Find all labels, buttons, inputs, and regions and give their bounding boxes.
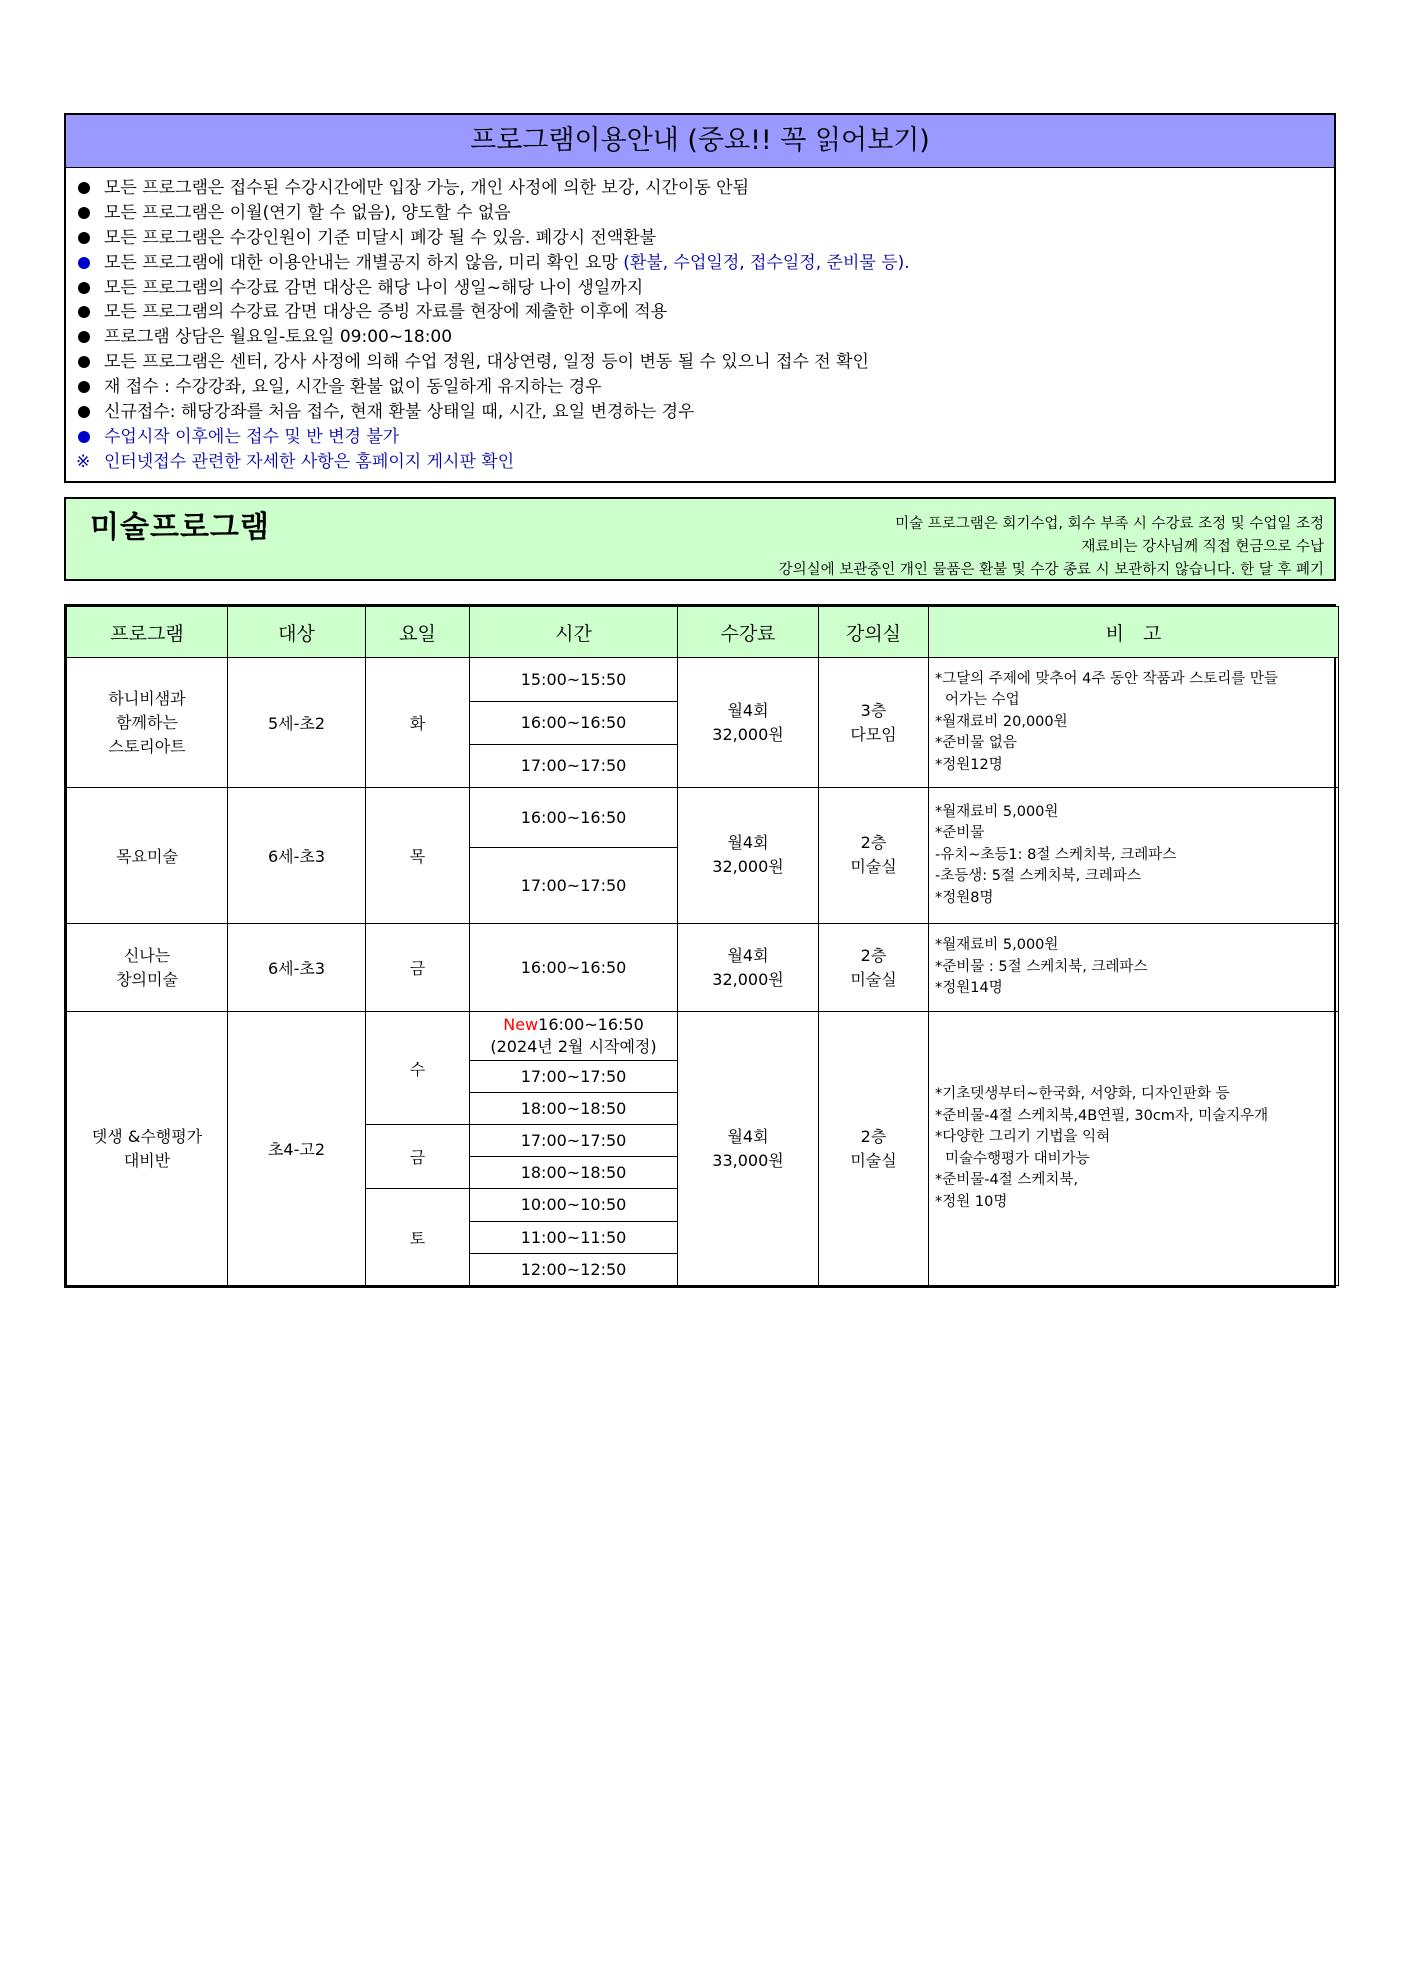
column-header: 강의실 (819, 607, 929, 658)
remarks-cell: *기초뎃생부터~한국화, 서양화, 디자인판화 등 *준비물-4절 스케치북,4B연필, 30cm자, 미술지우개 *다양한 그리기 기법을 익혀 미술수행평가 대비가능 *준비물-4절 스케치북, *정원 10명 (929, 1012, 1339, 1286)
fee-cell: 월4회 33,000원 (678, 1012, 819, 1286)
notice-box (64, 113, 1336, 483)
table-row (67, 788, 1339, 848)
fee-cell: 월4회 32,000원 (678, 658, 819, 788)
time-cell: 17:00~17:50 (470, 848, 678, 923)
bullet-icon (78, 356, 90, 368)
new-label: New (503, 1014, 539, 1034)
fee-cell: 월4회 32,000원 (678, 788, 819, 924)
time-cell: 16:00~16:50 (470, 788, 678, 848)
notice-title: 프로그램이용안내 (중요!! 꼭 읽어보기) (66, 115, 1334, 168)
notice-item: 모든 프로그램은 이월(연기 할 수 없음), 양도할 수 없음 (76, 201, 1334, 226)
table-header-row (67, 607, 1339, 658)
time-cell: 16:00~16:50 (470, 701, 678, 744)
column-header: 프로그램 (67, 607, 228, 658)
target-cell: 6세-초3 (228, 788, 366, 924)
target-cell: 6세-초3 (228, 923, 366, 1012)
time-cell: 10:00~10:50 (470, 1189, 678, 1221)
program-name-cell: 목요미술 (67, 788, 228, 924)
program-name-cell: 뎃생 &수행평가 대비반 (67, 1012, 228, 1286)
bullet-icon (78, 282, 90, 294)
reference-mark: ※ (76, 451, 91, 472)
time-cell: 17:00~17:50 (470, 1060, 678, 1092)
day-cell: 화 (366, 658, 470, 788)
notice-item: 모든 프로그램의 수강료 감면 대상은 해당 나이 생일~해당 나이 생일까지 (76, 276, 1334, 301)
day-cell: 목 (366, 788, 470, 924)
remarks-cell: *월재료비 5,000원 *준비물 : 5절 스케치북, 크레파스 *정원14명 (929, 923, 1339, 1012)
target-cell: 초4-고2 (228, 1012, 366, 1286)
time-cell: 12:00~12:50 (470, 1253, 678, 1285)
notice-item: 모든 프로그램은 수강인원이 기준 미달시 폐강 될 수 있음. 폐강시 전액환불 (76, 226, 1334, 251)
schedule-table (64, 604, 1336, 1288)
table-row (67, 1012, 1339, 1060)
column-header: 대상 (228, 607, 366, 658)
column-header: 수강료 (678, 607, 819, 658)
time-cell: 11:00~11:50 (470, 1221, 678, 1253)
notice-item: 모든 프로그램의 수강료 감면 대상은 증빙 자료를 현장에 제출한 이후에 적용 (76, 300, 1334, 325)
program-name-cell: 하니비샘과 함께하는 스토리아트 (67, 658, 228, 788)
notice-list (66, 168, 1334, 475)
remarks-cell: *그달의 주제에 맞추어 4주 동안 작품과 스토리를 만들 어가는 수업 *월재료비 20,000원 *준비물 없음 *정원12명 (929, 658, 1339, 788)
remarks-cell: *월재료비 5,000원 *준비물 -유치~초등1: 8절 스케치북, 크레파스 -초등생: 5절 스케치북, 크레파스 *정원8명 (929, 788, 1339, 924)
notice-item: 재 접수 : 수강강좌, 요일, 시간을 환불 없이 동일하게 유지하는 경우 (76, 375, 1334, 400)
art-program-notes (779, 513, 1324, 582)
time-cell: 18:00~18:50 (470, 1092, 678, 1124)
program-name-cell: 신나는 창의미술 (67, 923, 228, 1012)
fee-cell: 월4회 32,000원 (678, 923, 819, 1012)
bullet-icon (78, 331, 90, 343)
time-cell: 18:00~18:50 (470, 1157, 678, 1189)
table-row (67, 658, 1339, 701)
notice-item: 신규접수: 해당강좌를 처음 접수, 현재 환불 상태일 때, 시간, 요일 변경하는 경우 (76, 400, 1334, 425)
notice-item: 모든 프로그램은 접수된 수강시간에만 입장 가능, 개인 사정에 의한 보강, 시간이동 안됨 (76, 176, 1334, 201)
column-header: 비 고 (929, 607, 1339, 658)
bullet-icon (78, 381, 90, 393)
bullet-icon (78, 431, 90, 443)
notice-item: 프로그램 상담은 월요일-토요일 09:00~18:00 (76, 325, 1334, 350)
column-header: 시간 (470, 607, 678, 658)
time-cell-new: New16:00~16:50 (2024년 2월 시작예정) (470, 1012, 678, 1060)
day-cell: 금 (366, 1125, 470, 1189)
notice-reference: ※ 인터넷접수 관련한 자세한 사항은 홈페이지 게시판 확인 (76, 450, 1334, 475)
bullet-icon (78, 306, 90, 318)
column-header: 요일 (366, 607, 470, 658)
art-note: 재료비는 강사님께 직접 현금으로 수납 (1081, 539, 1324, 555)
room-cell: 2층 미술실 (819, 788, 929, 924)
art-program-title: 미술프로그램 (90, 510, 270, 545)
day-cell: 금 (366, 923, 470, 1012)
art-program-banner (64, 497, 1336, 581)
notice-item: 수업시작 이후에는 접수 및 반 변경 불가 (76, 425, 1334, 450)
time-cell: 17:00~17:50 (470, 744, 678, 787)
time-cell: 17:00~17:50 (470, 1125, 678, 1157)
day-cell: 수 (366, 1012, 470, 1125)
art-note: 미술 프로그램은 회기수업, 회수 부족 시 수강료 조정 및 수업일 조정 (895, 516, 1324, 532)
bullet-icon (78, 406, 90, 418)
table-row (67, 923, 1339, 1012)
bullet-icon (78, 257, 90, 269)
room-cell: 2층 미술실 (819, 923, 929, 1012)
room-cell: 2층 미술실 (819, 1012, 929, 1286)
time-cell: 15:00~15:50 (470, 658, 678, 701)
bullet-icon (78, 182, 90, 194)
bullet-icon (78, 207, 90, 219)
target-cell: 5세-초2 (228, 658, 366, 788)
art-note: 강의실에 보관중인 개인 물품은 환불 및 수강 종료 시 보관하지 않습니다. 한 달 후 폐기 (778, 562, 1324, 578)
notice-item: 모든 프로그램에 대한 이용안내는 개별공지 하지 않음, 미리 확인 요망 (환불, 수업일정, 접수일정, 준비물 등). (76, 251, 1334, 276)
room-cell: 3층 다모임 (819, 658, 929, 788)
bullet-icon (78, 232, 90, 244)
time-cell: 16:00~16:50 (470, 923, 678, 1012)
day-cell: 토 (366, 1189, 470, 1286)
notice-item: 모든 프로그램은 센터, 강사 사정에 의해 수업 정원, 대상연령, 일정 등이 변동 될 수 있으니 접수 전 확인 (76, 350, 1334, 375)
